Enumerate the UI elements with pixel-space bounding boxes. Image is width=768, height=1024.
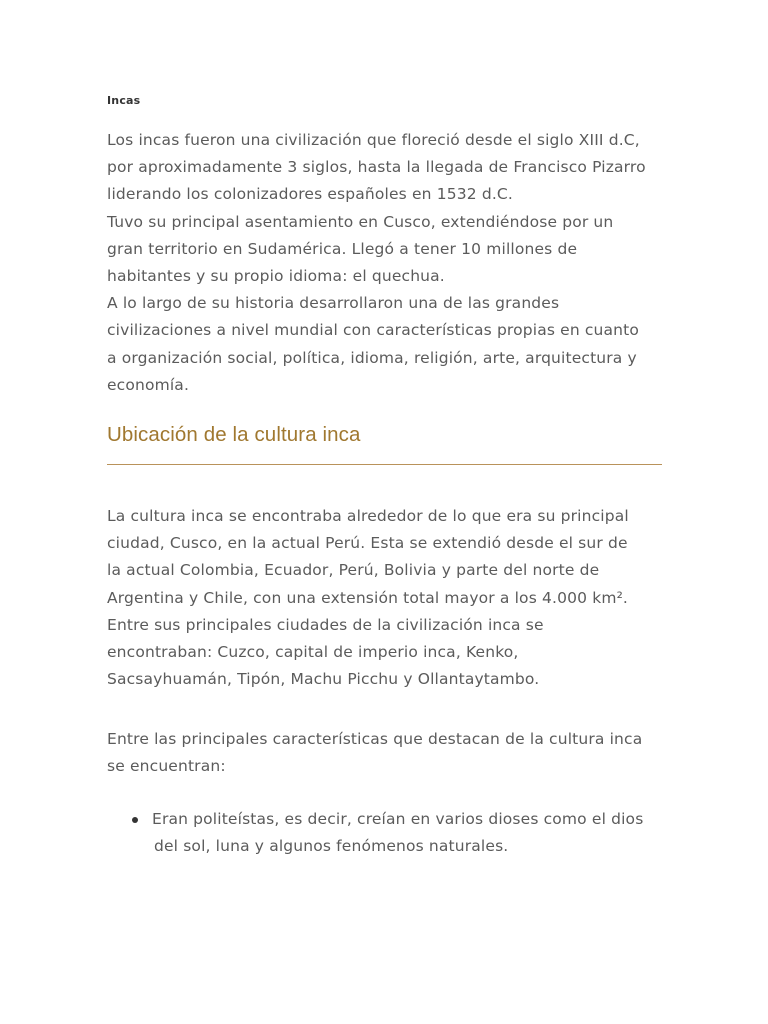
- list-item-text: [152, 806, 667, 860]
- list-item: [107, 806, 667, 860]
- section-heading: Ubicación de la cultura inca: [107, 423, 361, 446]
- location-line: encontraban: Cuzco, capital de imperio inca, Kenko,: [107, 643, 519, 662]
- intro-line: liderando los colonizadores españoles en 1532 d.C.: [107, 185, 513, 204]
- document-title: Incas: [107, 94, 141, 107]
- section-divider: [107, 464, 662, 465]
- features-intro-line: Entre las principales características que destacan de la cultura inca: [107, 730, 643, 748]
- location-line: la actual Colombia, Ecuador, Perú, Bolivia y parte del norte de: [107, 561, 600, 580]
- intro-line: por aproximadamente 3 siglos, hasta la llegada de Francisco Pizarro: [107, 158, 646, 177]
- intro-paragraph: [107, 127, 667, 399]
- location-line: Entre sus principales ciudades de la civilización inca se: [107, 615, 544, 634]
- list-item-line: del sol, luna y algunos fenómenos naturales.: [154, 837, 509, 856]
- features-intro-line: se encuentran:: [107, 757, 226, 776]
- features-intro-paragraph: [107, 726, 667, 780]
- intro-line: Los incas fueron una civilización que floreció desde el siglo XIII d.C,: [107, 131, 640, 149]
- intro-line: a organización social, política, idioma, religión, arte, arquitectura y: [107, 348, 637, 367]
- location-line: La cultura inca se encontraba alrededor de lo que era su principal: [107, 507, 629, 525]
- intro-line: A lo largo de su historia desarrollaron una de las grandes: [107, 294, 560, 313]
- location-paragraph: [107, 503, 667, 693]
- location-line: Argentina y Chile, con una extensión total mayor a los 4.000 km².: [107, 588, 629, 607]
- location-line: ciudad, Cusco, en la actual Perú. Esta se extendió desde el sur de: [107, 534, 628, 553]
- list-item-line: Eran politeístas, es decir, creían en varios dioses como el dios: [152, 810, 644, 828]
- intro-line: Tuvo su principal asentamiento en Cusco, extendiéndose por un: [107, 212, 614, 231]
- intro-line: habitantes y su propio idioma: el quechua.: [107, 267, 445, 286]
- intro-line: gran territorio en Sudamérica. Llegó a tener 10 millones de: [107, 239, 578, 258]
- location-line: Sacsayhuamán, Tipón, Machu Picchu y Ollantaytambo.: [107, 670, 540, 689]
- features-list: [107, 806, 667, 860]
- bullet-icon: [132, 817, 138, 823]
- intro-line: economía.: [107, 375, 190, 394]
- intro-line: civilizaciones a nivel mundial con características propias en cuanto: [107, 321, 640, 340]
